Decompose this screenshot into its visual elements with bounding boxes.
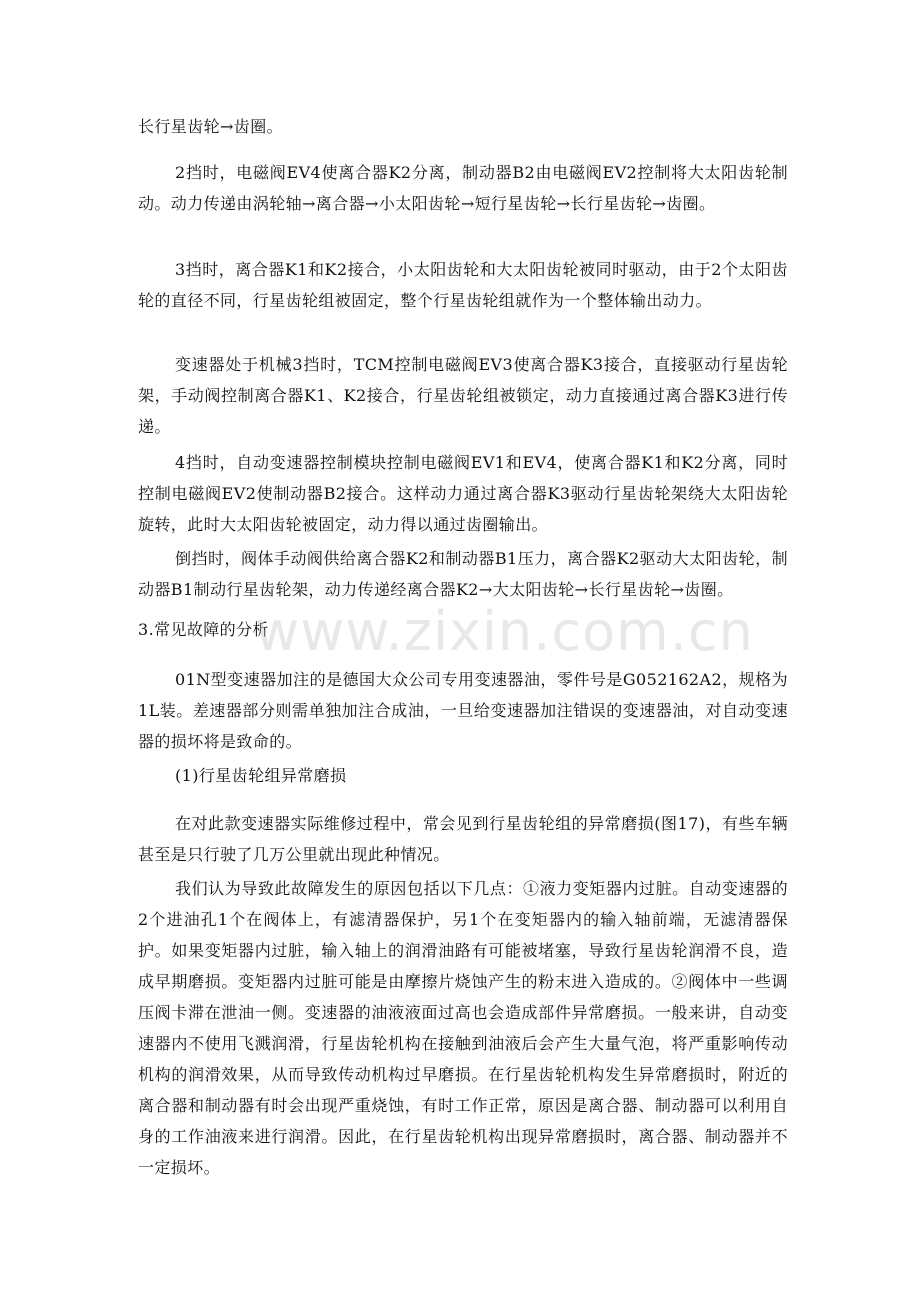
paragraph-4: 变速器处于机械3挡时，TCM控制电磁阀EV3使离合器K3接合，直接驱动行星齿轮架，手动阀控制离合器K1、K2接合，行星齿轮组被锁定，动力直接通过离合器K3进行传递。 — [138, 355, 788, 436]
paragraph-7: 01N型变速器加注的是德国大众公司专用变速器油，零件号是G052162A2，规格为1L装。差速器部分则需单独加注合成油，一旦给变速器加注错误的变速器油，对自动变速器的损坏将是致命的。 — [138, 670, 788, 751]
subheading: (1)行星齿轮组异常磨损 — [175, 766, 347, 785]
paragraph-5: 4挡时，自动变速器控制模块控制电磁阀EV1和EV4，使离合器K1和K2分离，同时控制电磁阀EV2使制动器B2接合。这样动力通过离合器K3驱动行星齿轮架绕大太阳齿轮旋转，此时大太阳齿轮被固定，动力得以通过齿圈输出。 — [138, 453, 788, 534]
paragraph-1: 长行星齿轮→齿圈。 — [138, 117, 284, 136]
paragraph-9: 我们认为导致此故障发生的原因包括以下几点：①液力变矩器内过脏。自动变速器的2个进油孔1个在阀体上，有滤清器保护，另1个在变矩器内的输入轴前端，无滤清器保护。如果变矩器内过脏，输入轴上的润滑油路有可能被堵塞，导致行星齿轮润滑不良，造成早期磨损。变矩器内过脏可能是由摩擦片烧蚀产生的粉末进入造成的。②阀体中一些调压阀卡滞在泄油一侧。变速器的油液液面过高也会造成部件异常磨损。一般来讲，自动变速器内不使用飞溅润滑，行星齿轮机构在接触到油液后会产生大量气泡，将严重影响传动机构的润滑效果，从而导致传动机构过早磨损。在行星齿轮机构发生异常磨损时，附近的离合器和制动器有时会出现严重烧蚀，有时工作正常，原因是离合器、制动器可以利用自身的工作油液来进行润滑。因此，在行星齿轮机构出现异常磨损时，离合器、制动器并不一定损坏。 — [138, 879, 788, 1177]
paragraph-2: 2挡时，电磁阀EV4使离合器K2分离，制动器B2由电磁阀EV2控制将大太阳齿轮制动。动力传递由涡轮轴→离合器→小太阳齿轮→短行星齿轮→长行星齿轮→齿圈。 — [138, 163, 788, 213]
watermark: www.zixin.com.cn — [255, 600, 754, 663]
section-heading: 3.常见故障的分析 — [138, 620, 269, 639]
paragraph-3: 3挡时，离合器K1和K2接合，小太阳齿轮和大太阳齿轮被同时驱动，由于2个太阳齿轮的直径不同，行星齿轮组被固定，整个行星齿轮组就作为一个整体输出动力。 — [138, 260, 788, 310]
paragraph-8: 在对此款变速器实际维修过程中，常会见到行星齿轮组的异常磨损(图17)，有些车辆甚至是只行驶了几万公里就出现此种情况。 — [138, 814, 788, 864]
paragraph-6: 倒挡时，阀体手动阀供给离合器K2和制动器B1压力，离合器K2驱动大太阳齿轮，制动器B1制动行星齿轮架，动力传递经离合器K2→大太阳齿轮→长行星齿轮→齿圈。 — [138, 549, 788, 599]
